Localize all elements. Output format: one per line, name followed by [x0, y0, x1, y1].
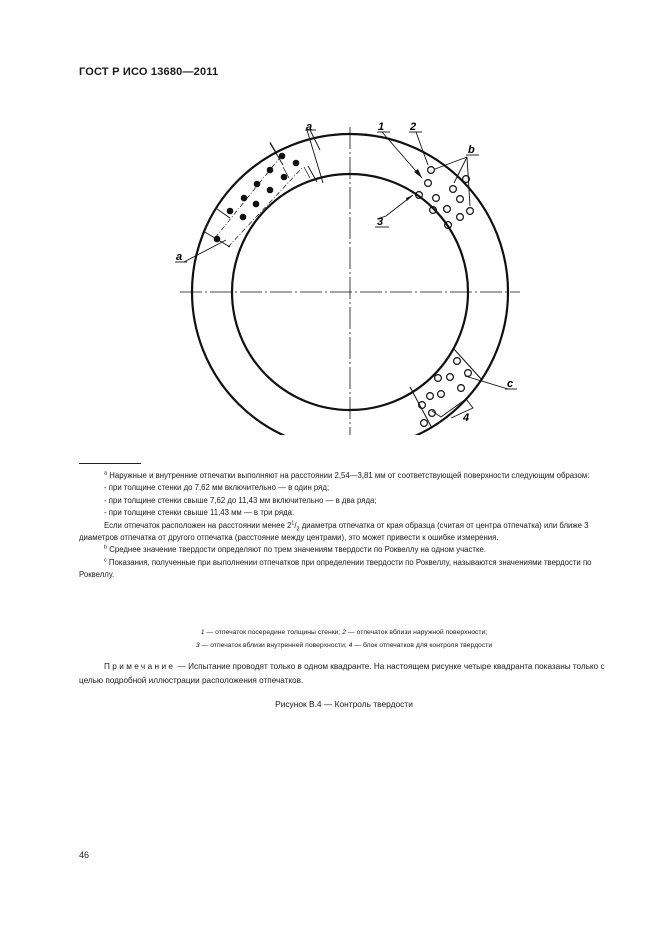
label-b: b: [468, 144, 475, 156]
ring-diagram: [170, 115, 530, 435]
document-header: ГОСТ Р ИСО 13680—2011: [79, 66, 219, 78]
label-2: 2: [410, 121, 417, 133]
figure-legend-line-1: 1 — отпечаток посередине толщины стенки; 2 — отпечаток вблизи наружной поверхности;: [200, 629, 488, 636]
footnote-a-item: - при толщине стенки до 7,62 мм включительно — в один ряд;: [104, 483, 330, 493]
note-label: Примечание: [104, 662, 176, 671]
label-a-top: a: [306, 121, 313, 133]
label-c: c: [507, 378, 514, 390]
figure-caption: Рисунок В.4 — Контроль твердости: [275, 699, 413, 709]
footnote-separator: [79, 463, 141, 464]
label-1: 1: [378, 121, 385, 133]
hardness-test-figure: [170, 115, 530, 435]
note-paragraph: Примечание — Испытание проводят только в одном квадранте. На настоящем рисунке четыре квадранта показаны только с целью подробной иллюстрации расположения отпечатков.: [79, 662, 605, 685]
page-number: 46: [79, 850, 90, 860]
footnote-a-item: - при толщине стенки свыше 11,43 мм — в три ряда.: [104, 508, 295, 518]
footnote-a-item: - при толщине стенки свыше 7,62 до 11,43 мм включительно — в два ряда;: [104, 495, 377, 505]
label-a-left: a: [176, 251, 183, 263]
label-3: 3: [377, 216, 384, 228]
footnotes: [79, 470, 613, 582]
footnote-c: $^c$ Показания, полученные при выполнении отпечатков при определении твердости по Роквеллу, называются значениями твердости по Роквеллу.: [79, 557, 592, 580]
footnote-a: $^a$ Наружные и внутренние отпечатки выполняют на расстоянии 2,54—3,81 мм от соответствующей поверхности следующим образом:: [104, 470, 590, 480]
label-4: 4: [463, 412, 470, 424]
footnote-a-extra: Если отпечаток расположен на расстоянии менее $2^1/_2$ диаметра отпечатка от края образца (считая от центра отпечатка) или ближе 3 диаметров отпечатка от другого отпечатка (расстояние между центрами), это может привести к ошибке измерения.: [79, 520, 589, 543]
figure-legend-line-2: 3 — отпечаток вблизи внутренней поверхности; 4 — блок отпечатков для контроля твердости: [195, 642, 493, 649]
footnote-b: $^b$ Среднее значение твердости определяют по трем значениям твердости по Роквеллу на одном участке.: [104, 544, 486, 555]
